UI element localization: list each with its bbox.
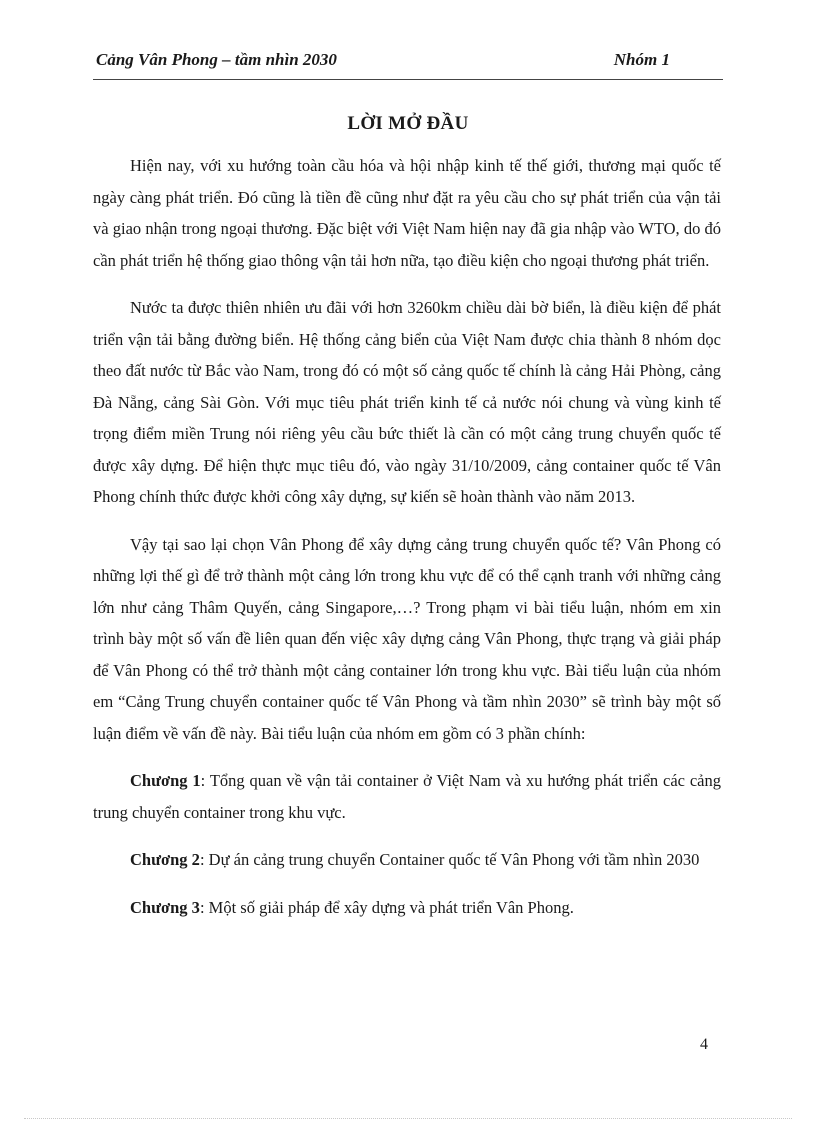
chapter-3-item [93, 892, 721, 924]
page-number: 4 [700, 1036, 708, 1053]
chapter-1-item [93, 765, 721, 828]
header-divider [93, 79, 723, 80]
chapter-2-item [93, 844, 721, 876]
header-title: Cảng Vân Phong – tầm nhìn 2030 [96, 50, 337, 69]
header-group: Nhóm 1 [613, 50, 670, 69]
page-bottom-divider [24, 1118, 792, 1119]
chapter-3-text: : Một số giải pháp để xây dựng và phát triển Vân Phong. [199, 897, 574, 917]
page-title: LỜI MỞ ĐẦU [347, 113, 469, 134]
page-header [96, 50, 670, 74]
chapter-2-label: Chương 2 [130, 850, 200, 869]
paragraph-why-van-phong: Vậy tại sao lại chọn Vân Phong để xây dựng cảng trung chuyển quốc tế? Vân Phong có những lợi thế gì để trở thành một cảng lớn trong khu vực để có thể cạnh tranh với những cảng lớn như cảng Thâm Quyến, cảng Singapore,…? Trong phạm vi bài tiểu luận, nhóm em xin trình bày một số vấn đề liên quan đến việc xây dựng cảng Vân Phong, thực trạng và giải pháp để Vân Phong có thể trở thành một cảng container lớn trong khu vực. Bài tiểu luận của nhóm em “Cảng Trung chuyển container quốc tế Vân Phong và tầm nhìn 2030” sẽ trình bày một số luận điểm về vấn đề này. Bài tiểu luận của nhóm em gồm có 3 phần chính: [93, 534, 721, 743]
paragraph-intro: Hiện nay, với xu hướng toàn cầu hóa và hội nhập kinh tế thế giới, thương mại quốc tế ngày càng phát triển. Đó cũng là tiền đề cũng như đặt ra yêu cầu cho sự phát triển của vận tải và giao nhận trong ngoại thương. Đặc biệt với Việt Nam hiện nay đã gia nhập vào WTO, do đó cần phát triển hệ thống giao thông vận tải hơn nữa, tạo điều kiện cho ngoại thương phát triển. [93, 156, 721, 270]
paragraph-coastline: Nước ta được thiên nhiên ưu đãi với hơn 3260km chiều dài bờ biển, là điều kiện để phát triển vận tải bằng đường biển. Hệ thống cảng biển của Việt Nam được chia thành 8 nhóm dọc theo đất nước từ Bắc vào Nam, trong đó có một số cảng quốc tế chính là cảng Hải Phòng, cảng Đà Nẵng, cảng Sài Gòn. Với mục tiêu phát triển kinh tế cả nước nói chung và vùng kinh tế trọng điểm miền Trung nói riêng yêu cầu bức thiết là cần có một cảng trung chuyển quốc tế được xây dựng. Để hiện thực mục tiêu đó, vào ngày 31/10/2009, cảng container quốc tế Vân Phong chính thức được khởi công xây dựng, sự kiến sẽ hoàn thành vào năm 2013. [93, 298, 721, 506]
chapter-1-text: : Tổng quan về vận tải container ở Việt Nam và xu hướng phát triển các cảng trung chuyển container trong khu vực. [93, 771, 721, 822]
chapter-2-text: : Dự án cảng trung chuyển Container quốc tế Vân Phong với tầm nhìn 2030 [199, 850, 700, 869]
chapter-3-label: Chương 3 [130, 897, 200, 917]
chapter-1-label: Chương 1 [130, 771, 201, 790]
document-body [93, 150, 721, 939]
